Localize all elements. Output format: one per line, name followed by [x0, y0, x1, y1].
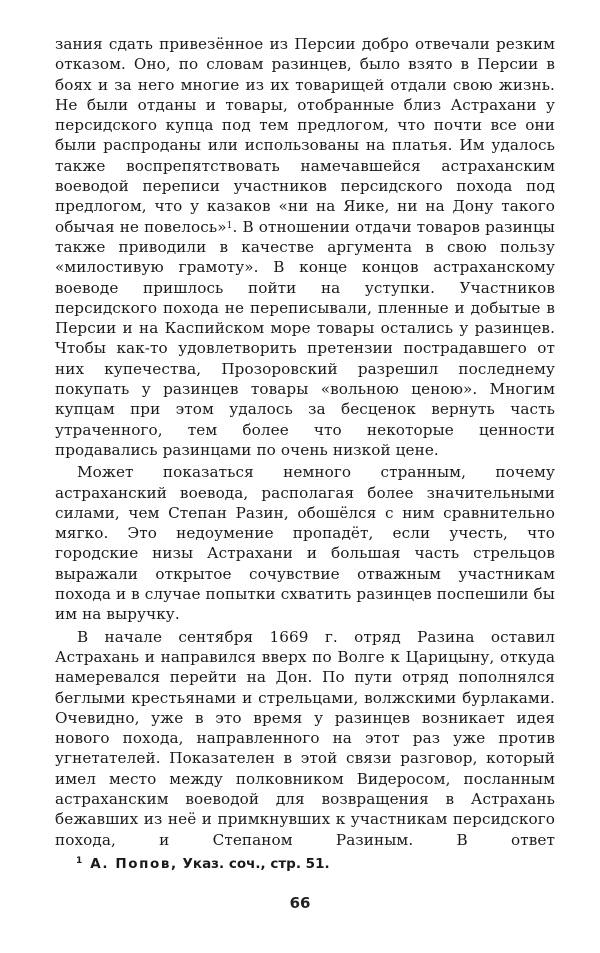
- footnote: [76, 856, 330, 872]
- footnote-reference: 1: [226, 220, 233, 231]
- paragraph-1-continuation: . В отношении отдачи товаров разинцы также приводили в качестве аргумента в свою пользу «милостивую грамоту». В конце концов астраханскому воеводе пришлось пойти на уступки. Участников персидского похода не переписывали, пленные и добытые в Персии и на Каспийском море товары остались у разинцев. Чтобы как-то удовлетворить претензии пострадавшего от них купечества, Прозоровский разрешил последнему покупать у разинцев товары «вольною ценою». Многим купцам при этом удалось за бесценок вернуть часть утраченного, тем более что некоторые ценности продавались разинцами по очень низкой цене.: [55, 217, 555, 459]
- paragraph-3: В начале сентября 1669 г. отряд Разина оставил Астрахань и направился вверх по Волге к Царицыну, откуда намеревался перейти на Дон. По пути отряд пополнялся беглыми крестьянами и стрельцами, волжскими бурлаками. Очевидно, уже в это время у разинцев возникает идея нового похода, направленного на этот раз уже против угнетателей. Показателен в этой связи разговор, который имел место между полковником Видеросом, посланным астраханским воеводой для возвращения в Астрахань бежавших из неё и примкнувших к участникам персидского похода, и Степаном Разиным. В ответ: [55, 627, 555, 849]
- footnote-source: Указ. соч., стр. 51.: [182, 856, 330, 872]
- page-body: [55, 34, 555, 850]
- footnote-author: А. Попов,: [90, 856, 178, 872]
- page-number: 66: [289, 894, 311, 912]
- paragraph-1-text: зания сдать привезённое из Персии добро отвечали резким отказом. Оно, по словам разинцев, было взято в Персии в боях и за него многие из их товарищей отдали свою жизнь. Не были отданы и товары, отобранные близ Астрахани у персидского купца под тем предлогом, что почти все они были распроданы или использованы на платья. Им удалось также воспрепятствовать намечавшейся астраханским воеводой переписи участников персидского похода под предлогом, что у казаков «ни на Яике, ни на Дону такого обычая не повелось»: [55, 35, 555, 236]
- paragraph-1: [55, 34, 555, 460]
- paragraph-2: Может показаться немного странным, почему астраханский воевода, располагая более значительными силами, чем Степан Разин, обошёлся с ним сравнительно мягко. Это недоумение пропадёт, если учесть, что городские низы Астрахани и большая часть стрельцов выражали открытое сочувствие отважным участникам похода и в случае попытки схватить разинцев поспешили бы им на выручку.: [55, 463, 555, 624]
- footnote-mark: 1: [76, 856, 83, 866]
